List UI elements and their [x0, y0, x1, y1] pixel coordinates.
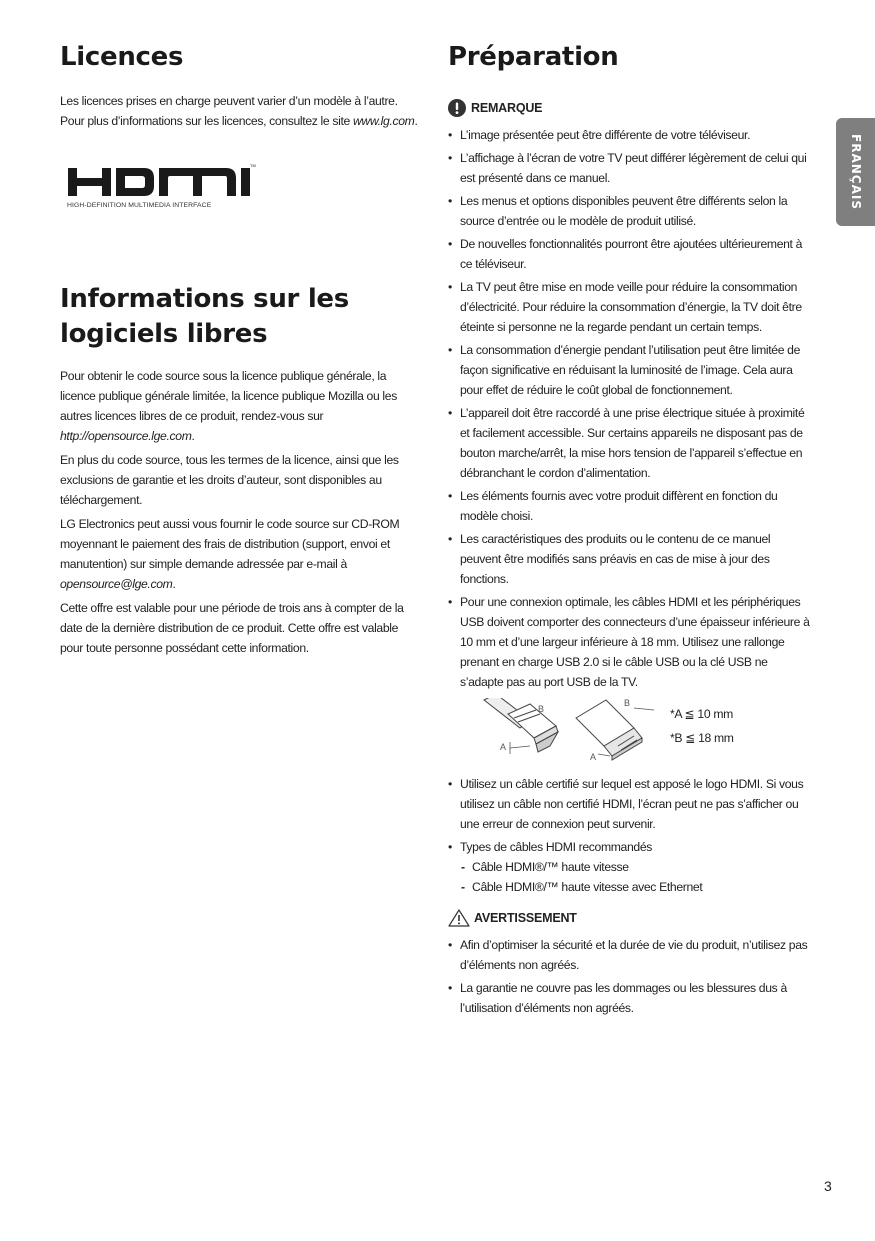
page-number: 3	[824, 1178, 832, 1194]
svg-text:HIGH-DEFINITION MULTIMEDIA INT: HIGH-DEFINITION MULTIMEDIA INTERFACE	[67, 202, 212, 209]
exclamation-circle-icon	[448, 99, 466, 117]
oss-body	[60, 366, 422, 658]
list-item: • L’appareil doit être raccordé à une prise électrique située à proximité et facilement accessible. Sur certains appareils ne disposant pas de bouton marche/arrêt, la mise hors tension de l’appareil s’effectue en débranchant le cordon d’alimentation.	[448, 403, 813, 483]
language-tab: FRANÇAIS	[836, 118, 875, 226]
preparation-title: Préparation	[448, 42, 619, 72]
oss-paragraph-2: En plus du code source, tous les termes de la licence, ainsi que les exclusions de garantie et les droits d’auteur, sont disponibles au téléchargement.	[60, 453, 399, 507]
opensource-email-link[interactable]: opensource@lge.com	[60, 577, 173, 591]
svg-text:B: B	[538, 704, 545, 714]
oss-section	[60, 282, 422, 662]
hdmi-notes-list	[448, 774, 813, 897]
oss-paragraph-1: Pour obtenir le code source sous la licence publique générale, la licence publique générale limitée, la licence publique Mozilla ou les autres licences libres de ce produit, rendez-vous sur http://opensource.lge.com.	[60, 369, 397, 443]
svg-text:TM: TM	[250, 164, 256, 168]
list-item: • Utilisez un câble certifié sur lequel est apposé le logo HDMI. Si vous utilisez un câble non certifié HDMI, l’écran peut ne pas s’afficher ou une erreur de connexion peut survenir.	[448, 774, 813, 834]
svg-text:B: B	[624, 698, 631, 708]
hdmi-logo	[66, 164, 256, 212]
svg-text:A: A	[500, 742, 507, 752]
list-item: • La consommation d’énergie pendant l’utilisation peut être limitée de façon significative en réduisant la luminosité de l’image. Cela aura pour effet de réduire le coût global de fonctionnement.	[448, 340, 813, 400]
list-item: - Câble HDMI®/™ haute vitesse	[460, 857, 813, 877]
licences-title: Licences	[60, 42, 184, 72]
list-item: • L’affichage à l’écran de votre TV peut différer légèrement de celui qui est présenté dans ce manuel.	[448, 148, 813, 188]
connector-illustration	[478, 698, 658, 764]
lg-site-link[interactable]: www.lg.com	[352, 114, 415, 128]
oss-paragraph-3: LG Electronics peut aussi vous fournir le code source sur CD-ROM moyennant le paiement des frais de distribution (support, envoi et manutention) sur simple demande adressée par e-mail à opensource@lge.com.	[60, 517, 400, 591]
right-column	[448, 40, 813, 1021]
list-item: • Les menus et options disponibles peuvent être différents selon la source d’entrée ou le modèle de produit utilisé.	[448, 191, 813, 231]
left-column	[60, 40, 422, 131]
list-item: • Pour une connexion optimale, les câbles HDMI et les périphériques USB doivent comporter des connecteurs d’une épaisseur inférieure à 10 mm et d’une largeur inférieure à 18 mm. Utilisez une rallonge prenant en charge USB 2.0 si le câble USB ou la clé USB ne s’adapte pas au port USB de la TV.	[448, 592, 813, 692]
warning-heading: AVERTISSEMENT	[448, 909, 813, 927]
licences-text: Les licences prises en charge peuvent varier d’un modèle à l’autre. Pour plus d’informations sur les licences, consultez le site www.lg.com.	[60, 94, 418, 128]
note-heading: REMARQUE	[448, 99, 813, 117]
svg-text:A: A	[590, 752, 597, 762]
list-item: - Câble HDMI®/™ haute vitesse avec Ethernet	[460, 877, 813, 897]
list-item: • De nouvelles fonctionnalités pourront être ajoutées ultérieurement à ce téléviseur.	[448, 234, 813, 274]
dimension-limits	[670, 702, 734, 750]
connector-diagram	[448, 698, 813, 766]
opensource-link[interactable]: http://opensource.lge.com	[60, 429, 192, 443]
dimension-a: *A ≦ 10 mm	[670, 707, 733, 721]
dimension-b: *B ≦ 18 mm	[670, 731, 734, 745]
oss-paragraph-4: Cette offre est valable pour une période de trois ans à compter de la date de la dernière distribution de ce produit. Cette offre est valable pour toute personne possédant cette information.	[60, 601, 404, 655]
cable-types-list	[460, 857, 813, 897]
list-item: • Les caractéristiques des produits ou le contenu de ce manuel peuvent être modifiés sans préavis en cas de mise à jour des fonctions.	[448, 529, 813, 589]
warnings-list	[448, 935, 813, 1018]
list-item: • La TV peut être mise en mode veille pour réduire la consommation d’électricité. Pour réduire la consommation d’énergie, la TV doit être éteinte si personne ne la regarde pendant un certain temps.	[448, 277, 813, 337]
list-item: • Types de câbles HDMI recommandés - Câble HDMI®/™ haute vitesse - Câble HDMI®/™ haute vitesse avec Ethernet	[448, 837, 813, 897]
list-item: • L’image présentée peut être différente de votre téléviseur.	[448, 125, 813, 145]
notes-list	[448, 125, 813, 692]
list-item: • Afin d’optimiser la sécurité et la durée de vie du produit, n’utilisez pas d’éléments non agréés.	[448, 935, 813, 975]
warning-triangle-icon	[448, 909, 470, 927]
list-item: • La garantie ne couvre pas les dommages ou les blessures dus à l’utilisation d’éléments non agréés.	[448, 978, 813, 1018]
oss-title: Informations sur les logiciels libres	[60, 284, 349, 349]
list-item: • Les éléments fournis avec votre produit diffèrent en fonction du modèle choisi.	[448, 486, 813, 526]
